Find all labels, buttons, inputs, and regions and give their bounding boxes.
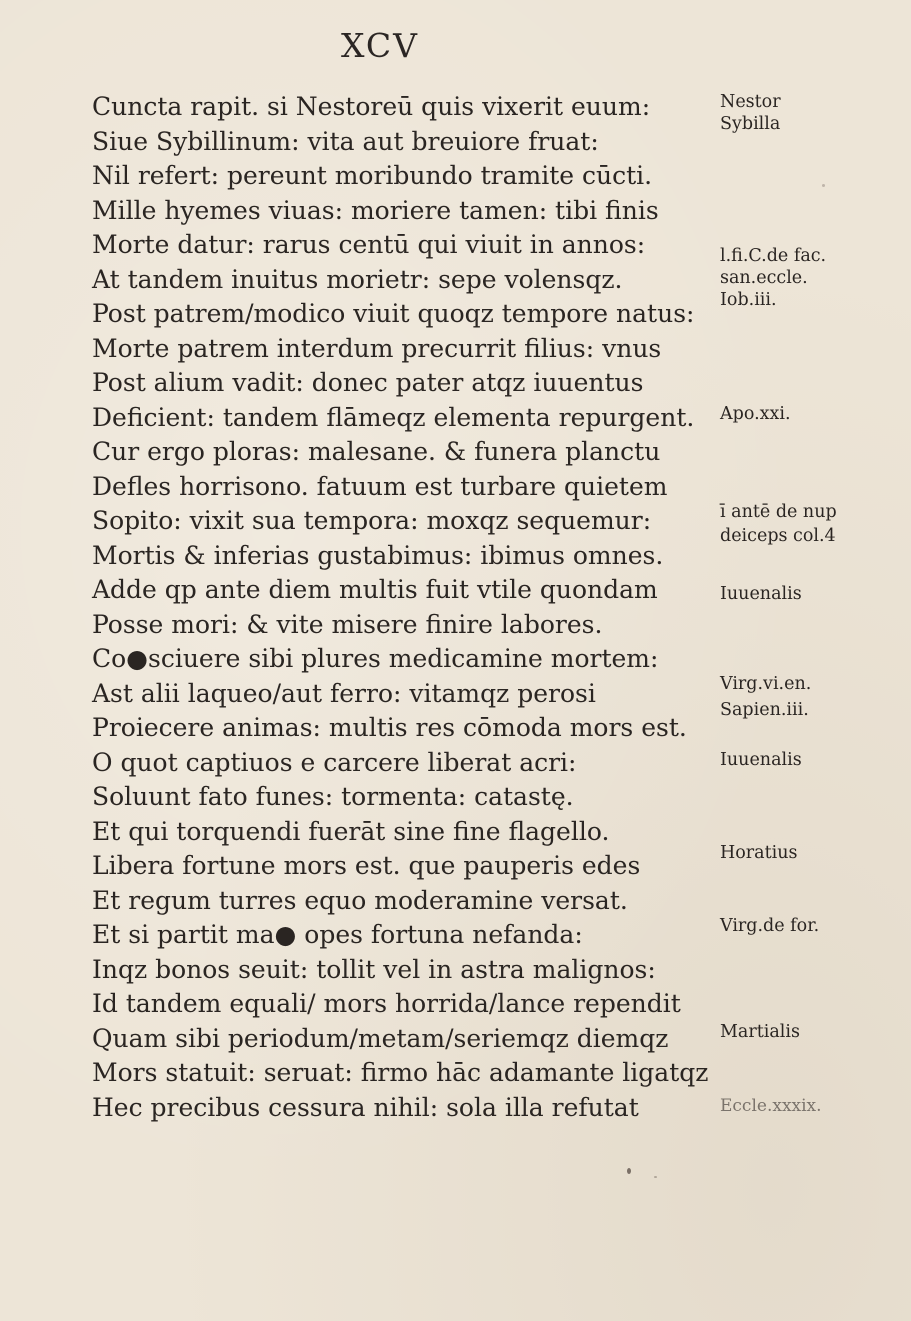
verse-line: Post alium vadit: donec pater atqz iuuentus	[92, 368, 644, 397]
verse-line: Proiecere animas: multis res cōmoda mors est.	[92, 713, 687, 742]
margin-note: Apo.xxi.	[720, 404, 791, 424]
verse-line: Ast alii laqueo/aut ferro: vitamqz perosi	[92, 678, 596, 708]
verse-line: O quot captiuos e carcere liberat acri:	[92, 747, 577, 777]
verse-line: Hec precibus cessura nihil: sola illa refutat	[92, 1092, 639, 1122]
verse-line: Et regum turres equo moderamine versat.	[92, 885, 628, 915]
verse-line: Et si partit ma● opes fortuna nefanda:	[92, 920, 583, 949]
margin-note: Sybilla	[720, 114, 781, 134]
margin-note: Sapien.iii.	[720, 700, 809, 720]
ink-speck	[654, 1176, 657, 1178]
verse-line: Morte datur: rarus centū qui viuit in annos:	[92, 230, 646, 259]
verse-line: Morte patrem interdum precurrit filius: vnus	[92, 333, 662, 363]
folio-number: XCV	[341, 26, 419, 65]
margin-note: san.eccle.	[720, 268, 808, 288]
verse-line: Quam sibi periodum/metam/seriemqz diemqz	[92, 1023, 669, 1053]
margin-note: Virg.de for.	[720, 916, 820, 936]
ink-speck	[822, 184, 825, 187]
margin-note: deiceps col.4	[720, 526, 836, 546]
margin-note: Iuuenalis	[720, 750, 802, 770]
verse-line: Soluunt fato funes: tormenta: catastę.	[92, 782, 574, 811]
margin-note: Martialis	[720, 1022, 800, 1042]
margin-note: Eccle.xxxix.	[720, 1096, 822, 1116]
verse-line: Mille hyemes viuas: moriere tamen: tibi finis	[92, 195, 659, 225]
verse-line: At tandem inuitus morietr: sepe volensqz.	[92, 264, 623, 294]
verse-line: Id tandem equali/ mors horrida/lance rependit	[92, 989, 681, 1018]
verse-line: Mortis & inferias gustabimus: ibimus omnes.	[92, 540, 664, 570]
verse-line: Cuncta rapit. si Nestoreū quis vixerit euum:	[92, 92, 651, 121]
margin-note: ī antē de nup	[720, 502, 837, 522]
verse-line: Inqz bonos seuit: tollit vel in astra malignos:	[92, 954, 656, 984]
verse-line: Libera fortune mors est. que pauperis edes	[92, 851, 641, 880]
verse-line: Deficient: tandem flāmeqz elementa repurgent.	[92, 402, 695, 432]
margin-note: Horatius	[720, 843, 798, 863]
margin-note: Nestor	[720, 92, 781, 112]
margin-note: l.fi.C.de fac.	[720, 246, 827, 266]
verse-line: Sopito: vixit sua tempora: moxqz sequemur:	[92, 506, 652, 535]
verse-line: Nil refert: pereunt moribundo tramite cūcti.	[92, 161, 653, 190]
margin-note: Iob.iii.	[720, 290, 777, 310]
verse-line: Defles horrisono. fatuum est turbare quietem	[92, 471, 668, 501]
verse-line: Siue Sybillinum: vita aut breuiore fruat:	[92, 126, 599, 156]
verse-line: Post patrem/modico viuit quoqz tempore natus:	[92, 299, 695, 328]
verse-line: Posse mori: & vite misere finire labores.	[92, 609, 603, 639]
verse-line: Adde qp ante diem multis fuit vtile quondam	[92, 575, 658, 604]
margin-note: Iuuenalis	[720, 584, 802, 604]
verse-line: Et qui torquendi fuerāt sine fine flagello.	[92, 816, 610, 846]
ink-speck	[627, 1168, 631, 1174]
margin-note: Virg.vi.en.	[720, 674, 812, 694]
verse-line: Mors statuit: seruat: firmo hāc adamante ligatqz	[92, 1058, 709, 1087]
verse-line: Cur ergo ploras: malesane. & funera planctu	[92, 437, 661, 466]
verse-line: Co●sciuere sibi plures medicamine mortem:	[92, 644, 659, 673]
